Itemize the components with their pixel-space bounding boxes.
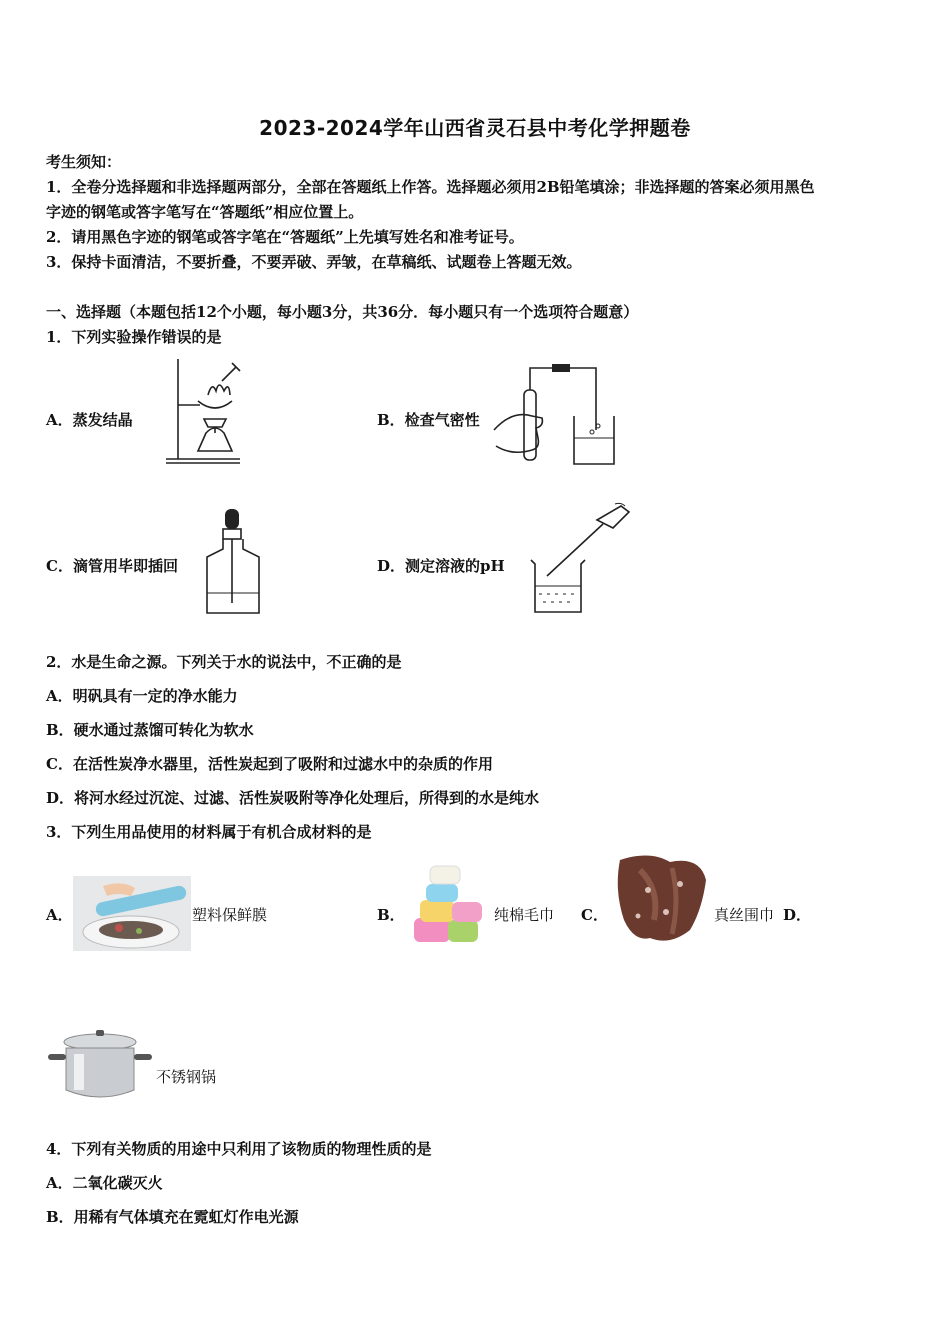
silk-scarf-photo [610,850,710,950]
q2-stem: 2．水是生命之源。下列关于水的说法中，不正确的是 [46,653,402,671]
q4-option-b: B．用稀有气体填充在霓虹灯作电光源 [46,1208,299,1226]
dropper-bottle-figure [203,505,268,617]
q1-stem: 1．下列实验操作错误的是 [46,328,222,346]
q3-option-a-text: 塑料保鲜膜 [192,906,268,924]
q1-option-a: A．蒸发结晶 [46,411,133,429]
q2-option-a: A．明矾具有一定的净水能力 [46,687,238,705]
q3-option-b-text: 纯棉毛巾 [494,906,555,924]
q3-option-c-label: C． [581,906,608,924]
q2-option-d: D．将河水经过沉淀、过滤、活性炭吸附等净化处理后，所得到的水是纯水 [46,789,540,807]
airtightness-check-figure [492,360,622,470]
q2-option-b: B．硬水通过蒸馏可转化为软水 [46,721,254,739]
ph-test-figure [525,500,635,615]
stainless-steel-pot-photo [46,1028,154,1102]
plastic-wrap-photo [73,876,191,951]
q3-option-a-label: A． [46,906,73,924]
notice-heading: 考生须知： [46,153,122,171]
q3-option-b-label: B． [377,906,405,924]
notice-item-1-line-2: 字迹的钢笔或答字笔写在“答题纸”相应位置上。 [46,203,364,221]
q3-option-d-text: 不锈钢锅 [156,1068,217,1086]
q3-option-c-text: 真丝围巾 [714,906,775,924]
q2-option-c: C．在活性炭净水器里，活性炭起到了吸附和过滤水中的杂质的作用 [46,755,493,773]
section-heading: 一、选择题（本题包括12个小题，每小题3分，共36分．每小题只有一个选项符合题意） [46,303,639,321]
notice-item-2: 2．请用黑色字迹的钢笔或答字笔在“答题纸”上先填写姓名和准考证号。 [46,228,524,246]
page-title: 2023-2024学年山西省灵石县中考化学押题卷 [259,116,691,140]
q1-option-b: B．检查气密性 [377,411,480,429]
q4-option-a: A．二氧化碳灭火 [46,1174,163,1192]
q3-stem: 3．下列生用品使用的材料属于有机合成材料的是 [46,823,372,841]
evaporation-apparatus-figure [160,355,245,467]
q4-stem: 4．下列有关物质的用途中只利用了该物质的物理性质的是 [46,1140,432,1158]
q1-option-d: D．测定溶液的pH [377,557,505,575]
q3-option-d-label: D． [783,906,812,924]
notice-item-1-line-1: 1．全卷分选择题和非选择题两部分，全部在答题纸上作答。选择题必须用2B铅笔填涂；非选择题的答案必须用黑色 [46,178,815,196]
notice-item-3: 3．保持卡面清洁，不要折叠，不要弄破、弄皱，在草稿纸、试题卷上答题无效。 [46,253,582,271]
q1-option-c: C．滴管用毕即插回 [46,557,178,575]
cotton-towels-photo [408,862,490,948]
